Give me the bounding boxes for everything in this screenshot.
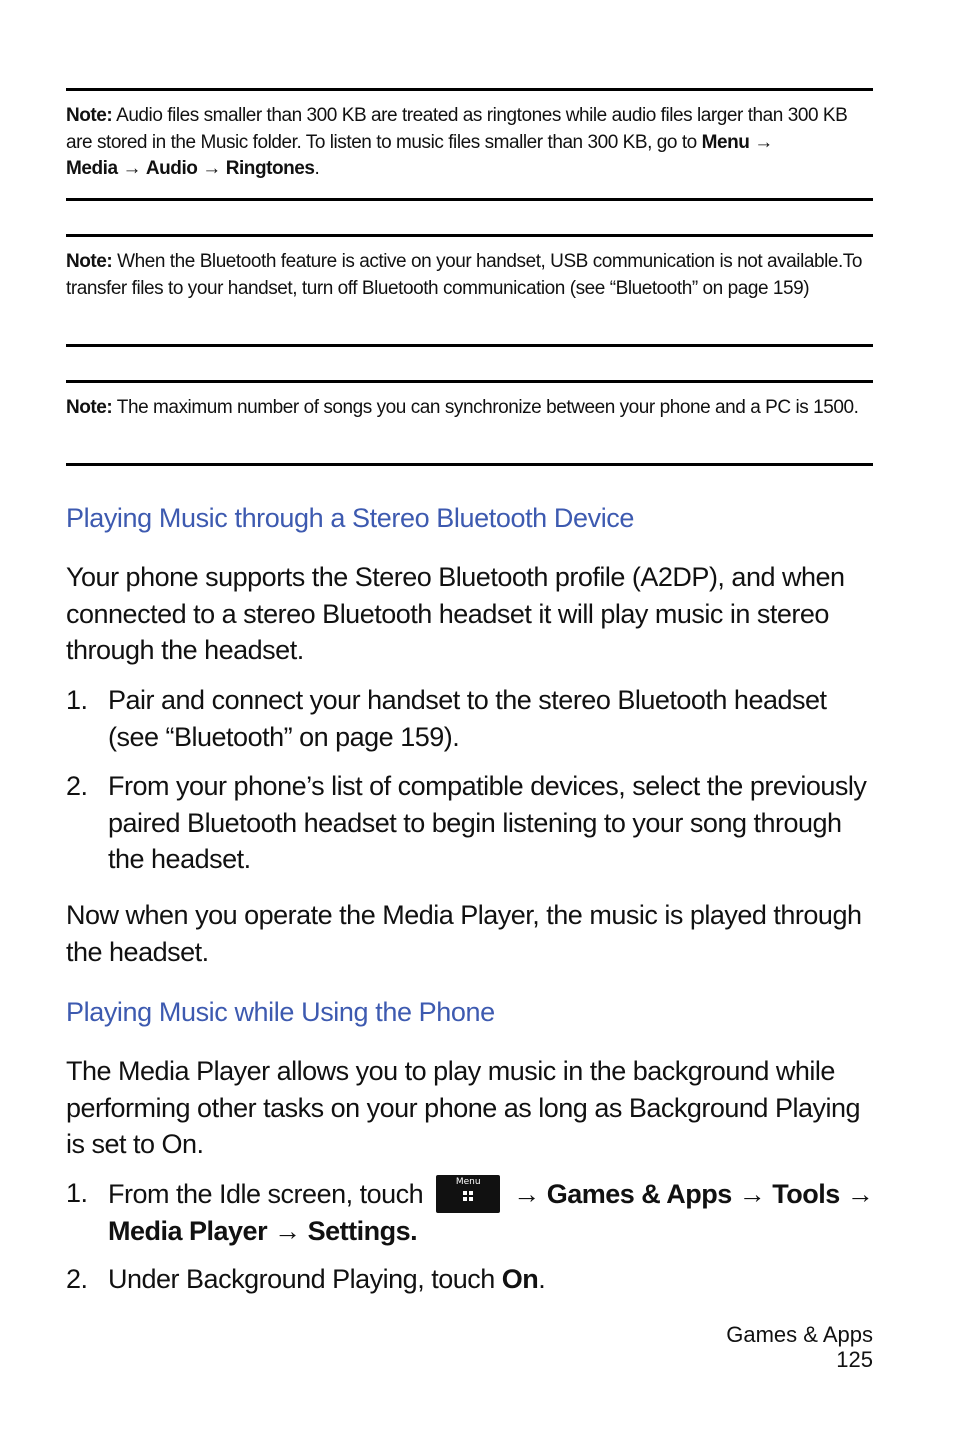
step-text: From your phone’s list of compatible devices, select the previously paired Bluetooth headset to begin listening to your song through the headset.	[108, 771, 867, 874]
option-on: On	[501, 1264, 539, 1294]
page-number: 125	[836, 1347, 873, 1372]
path-media: Media	[66, 158, 118, 179]
menu-key-label: Menu	[455, 1177, 481, 1187]
arrow-icon: →	[513, 1179, 540, 1209]
menu-key-icon	[436, 1175, 500, 1213]
step-text	[66, 1261, 876, 1298]
list-item-step-2-background	[66, 1261, 876, 1298]
path-settings: Settings.	[307, 1216, 418, 1246]
footer-section-name: Games & Apps	[726, 1322, 873, 1347]
paragraph-stereo-intro: Your phone supports the Stereo Bluetooth profile (A2DP), and when connected to a stereo Bluetooth headset it will play music in stereo through the headset.	[66, 562, 845, 665]
note-label: Note:	[66, 251, 113, 272]
arrow-icon: →	[122, 158, 142, 179]
section-heading-stereo-bluetooth: Playing Music through a Stereo Bluetooth Device	[66, 503, 635, 533]
note-text: The maximum number of songs you can synchronize between your phone and a PC is 1500.	[112, 397, 859, 418]
note-audio-files	[66, 88, 873, 201]
path-games-apps: Games & Apps	[546, 1179, 732, 1209]
step-text: Pair and connect your handset to the stereo Bluetooth headset (see “Bluetooth” on page 159).	[108, 685, 827, 752]
step-number: 1.	[66, 1178, 88, 1208]
arrow-icon: →	[738, 1179, 766, 1209]
list-item-step-2	[66, 768, 876, 878]
step-number: 2.	[66, 1264, 88, 1294]
step-lead: Under Background Playing, touch	[108, 1264, 502, 1294]
note-label: Note:	[66, 397, 113, 418]
arrow-icon: →	[202, 158, 221, 179]
path-menu: Menu	[701, 131, 750, 153]
step-number: 2.	[66, 771, 88, 801]
note-max-songs	[66, 380, 873, 466]
section-heading-background-play: Playing Music while Using the Phone	[66, 997, 495, 1027]
step-end-punct: .	[538, 1264, 546, 1294]
note-text: Audio files smaller than 300 KB are treated as ringtones while audio files larger than 300 KB are stored in the Music folder. To listen to music files smaller than 300 KB, go to	[66, 105, 848, 153]
step-text	[66, 1175, 876, 1250]
step-lead: From the Idle screen, touch	[108, 1179, 424, 1209]
paragraph-stereo-outro: Now when you operate the Media Player, the music is played through the headset.	[66, 900, 862, 967]
note-bluetooth-usb	[66, 234, 873, 347]
page-footer	[726, 1322, 873, 1372]
note-end-punct: .	[314, 158, 320, 179]
path-audio: Audio	[145, 158, 198, 179]
path-media-player: Media Player	[108, 1216, 268, 1246]
list-item-step-1-idle	[66, 1175, 876, 1250]
note-text: When the Bluetooth feature is active on your handset, USB communication is not available.To transfer files to your handset, turn off Bluetooth communication (see “Bluetooth” on page 159)	[66, 251, 862, 299]
arrow-icon: →	[754, 131, 773, 153]
step-number: 1.	[66, 685, 88, 715]
paragraph-background-intro: The Media Player allows you to play music in the background while performing other tasks on your phone as long as Background Playing is set to On.	[66, 1056, 860, 1159]
grid-icon	[463, 1191, 474, 1202]
arrow-icon: →	[846, 1179, 874, 1209]
path-ringtones: Ringtones	[225, 158, 315, 179]
path-tools: Tools	[772, 1179, 840, 1209]
arrow-icon: →	[274, 1216, 301, 1246]
note-label: Note:	[66, 105, 113, 126]
list-item-step-1	[66, 682, 876, 755]
